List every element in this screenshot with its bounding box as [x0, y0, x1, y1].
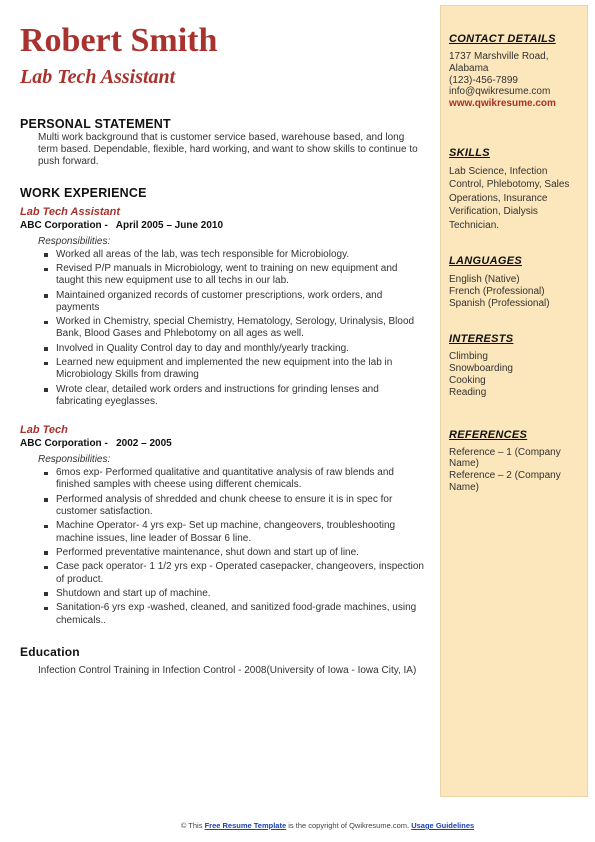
education-text [20, 665, 425, 677]
contact-email[interactable]: info@qwikresume.com [449, 86, 551, 98]
interests-heading: INTERESTS [449, 333, 514, 346]
education-heading: Education [20, 644, 80, 659]
work-experience-heading: WORK EXPERIENCE [20, 185, 147, 200]
list-item: Case pack operator- 1 1/2 yrs exp - Operated casepacker, changeovers, inspection of product. [56, 561, 424, 585]
list-item: Machine Operator- 4 yrs exp- Set up machine, changeovers, troubleshooting machine issues, line leader of Bossar 6 line. [56, 520, 425, 544]
list-item: Maintained organized records of customer prescriptions, work orders, and payments [56, 290, 425, 314]
responsibilities-list [20, 249, 425, 409]
footer-copyright: is the copyright of Qwikresume.com. [288, 821, 410, 830]
footer-prefix: © This [180, 821, 203, 830]
references-heading: REFERENCES [449, 428, 528, 441]
free-resume-template-link[interactable]: Free Resume Template [204, 821, 287, 830]
work-experience-section [20, 186, 425, 627]
main-column [20, 22, 425, 677]
list-item: Revised P/P manuals in Microbiology, went to training on new equipment and taught this new equipment use to all techs in our lab. [56, 263, 425, 287]
list-item: Performed preventative maintenance, shut down and start up of line. [56, 547, 425, 559]
responsibilities-list [20, 467, 425, 627]
list-item: Performed analysis of shredded and chunk cheese to ensure it is in spec for customer satisfaction. [56, 494, 425, 518]
list-item: Snowboarding [449, 363, 513, 375]
list-item: 6mos exp- Performed qualitative and quantitative analysis of raw blends and finished samples with cheese using different chemicals. [56, 467, 425, 491]
candidate-name: Robert Smith [20, 22, 218, 59]
contact-website-link[interactable]: www.qwikresume.com [449, 98, 556, 110]
list-item: Reference – 2 (Company Name) [449, 470, 561, 493]
sidebar [440, 5, 588, 797]
footer [0, 821, 595, 830]
job-company: ABC Corporation - [20, 219, 108, 231]
job-title: Lab Tech [20, 424, 68, 437]
job-dates: April 2005 – June 2010 [115, 219, 224, 231]
list-item: Worked in Chemistry, special Chemistry, Hematology, Serology, Urinalysis, Blood Bank, Blood Gases and Phlebotomy on all ages as well. [56, 316, 425, 340]
job-company: ABC Corporation - [20, 438, 108, 450]
education-detail: Infection Control Training in Infection Control - 2008(University of Iowa - Iowa City, IA) [38, 664, 417, 676]
job-meta [20, 437, 425, 450]
personal-statement-text: Multi work background that is customer service based, warehouse based, and long term based. Dependable, flexible, hard working, and want to show skills to continue to push forward. [38, 132, 418, 168]
list-item: Learned new equipment and implemented the new equipment into the lab in Microbiology Skills from drawing [56, 357, 425, 381]
list-item: Involved in Quality Control day to day and monthly/yearly tracking. [56, 343, 425, 355]
personal-statement-section [20, 117, 425, 169]
responsibilities-label: Responsibilities: [38, 235, 111, 247]
references-section [449, 428, 579, 494]
languages-section [449, 254, 579, 309]
list-item: Reference – 1 (Company Name) [449, 446, 561, 470]
list-item: Reading [449, 386, 487, 398]
job-entry [20, 424, 425, 627]
contact-section [449, 32, 579, 110]
skills-heading: SKILLS [449, 146, 490, 159]
job-dates: 2002 – 2005 [116, 438, 172, 450]
list-item: French (Professional) [449, 285, 545, 297]
list-item: English (Native) [449, 274, 520, 286]
interests-section [449, 332, 579, 398]
job-title: Lab Tech Assistant [20, 205, 121, 218]
candidate-title: Lab Tech Assistant [20, 66, 176, 88]
job-entry [20, 206, 425, 409]
skills-text: Lab Science, Infection Control, Phlebotomy, Sales Operations, Insurance Verification, Dialysis Technician. [449, 165, 570, 231]
list-item: Shutdown and start up of machine. [56, 588, 425, 600]
job-meta [20, 219, 425, 232]
list-item: Wrote clear, detailed work orders and instructions for grinding lenses and fabricating eyeglasses. [56, 384, 425, 408]
languages-heading: LANGUAGES [449, 255, 522, 268]
contact-phone: (123)-456-7899 [449, 74, 518, 86]
list-item: Cooking [449, 375, 486, 386]
contact-heading: CONTACT DETAILS [449, 33, 556, 45]
education-section [20, 645, 425, 677]
list-item: Worked all areas of the lab, was tech responsible for Microbiology. [56, 249, 425, 261]
list-item: Climbing [449, 351, 488, 363]
list-item: Sanitation-6 yrs exp -washed, cleaned, and sanitized food-grade machines, using chemicals.. [56, 602, 425, 626]
list-item: Spanish (Professional) [449, 297, 550, 309]
responsibilities-label: Responsibilities: [38, 454, 111, 466]
skills-section [449, 146, 579, 232]
usage-guidelines-link[interactable]: Usage Guidelines [411, 821, 475, 830]
personal-statement-heading: PERSONAL STATEMENT [20, 117, 171, 131]
contact-address: 1737 Marshville Road, Alabama [449, 51, 549, 74]
